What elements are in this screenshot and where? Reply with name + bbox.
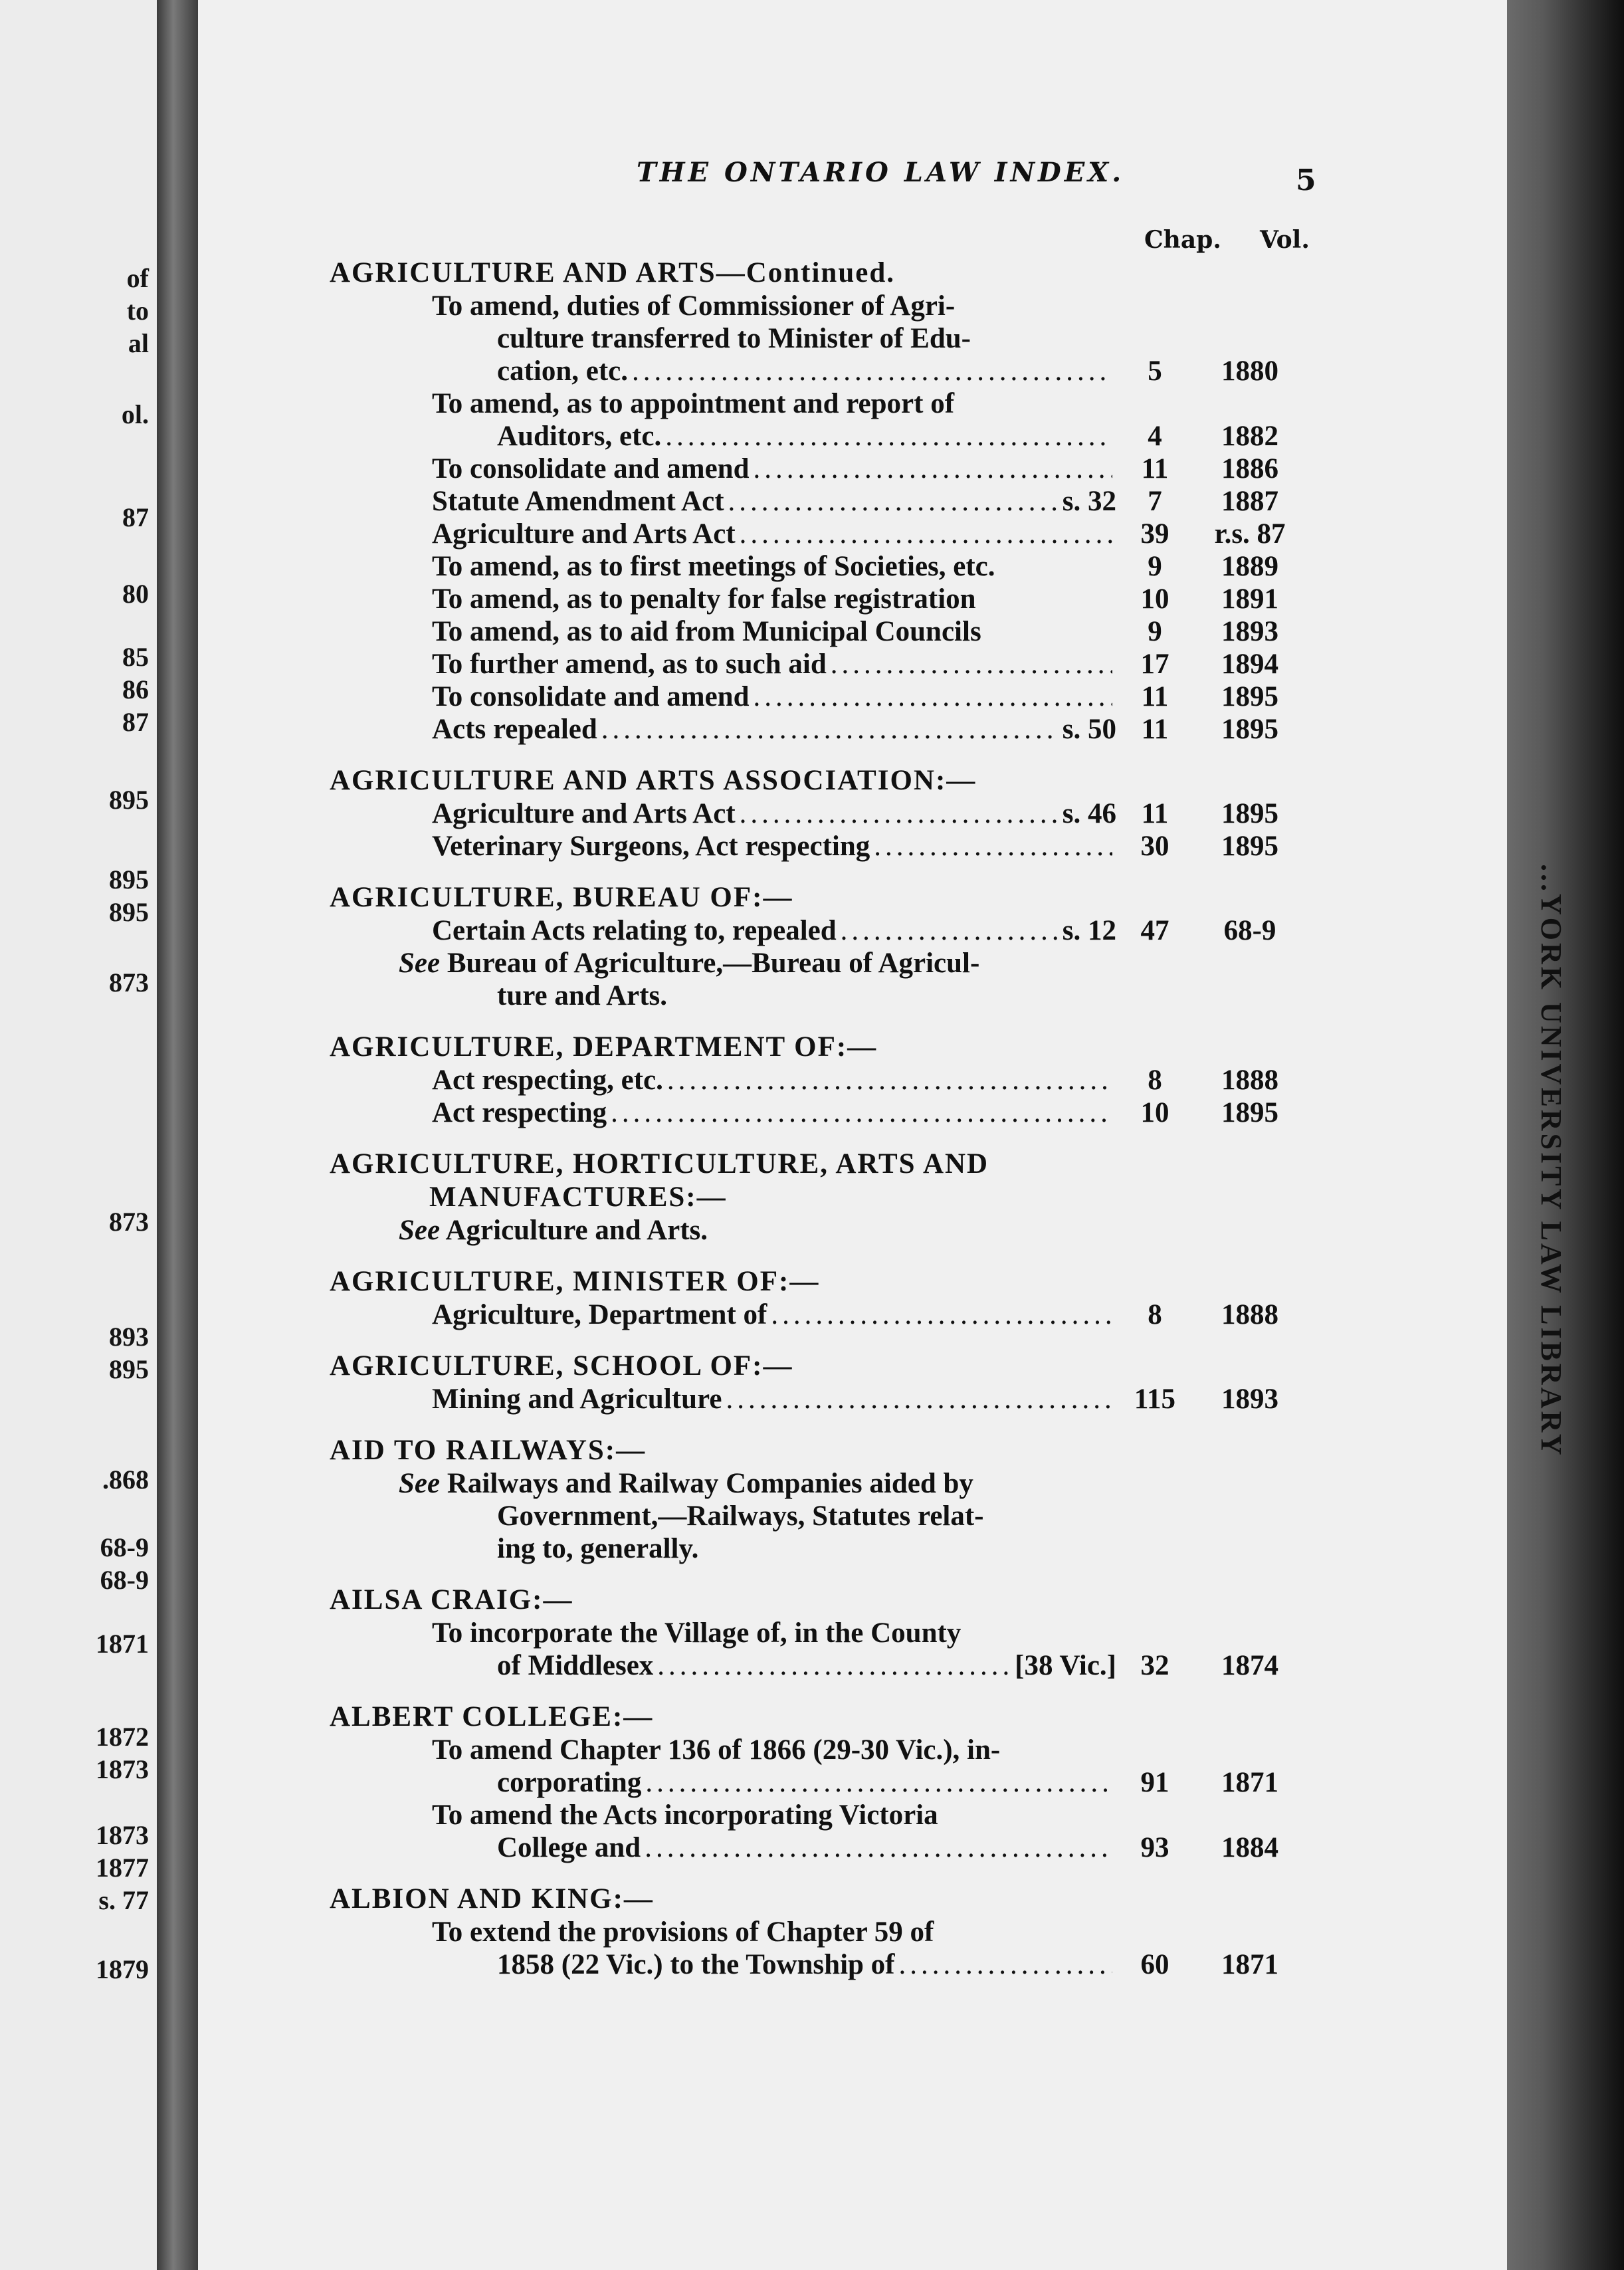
section-heading: AGRICULTURE, DEPARTMENT OF:—	[330, 1031, 878, 1063]
entry-text	[330, 648, 1116, 680]
facing-page-text-fragment: 80	[122, 579, 149, 609]
entry-text	[330, 485, 1116, 518]
library-stamp: ...YORK UNIVERSITY LAW LIBRARY	[1535, 864, 1568, 1458]
facing-page-text-fragment: 1879	[96, 1954, 149, 1984]
volume-year: 1882	[1221, 421, 1278, 452]
index-entry	[330, 290, 1366, 387]
index-entry	[330, 1298, 1366, 1331]
entry-label: To consolidate and amend	[432, 453, 750, 484]
index-section	[330, 257, 1366, 746]
entry-last-line	[330, 830, 1116, 863]
entry-label: Statute Amendment Act	[432, 486, 724, 517]
index-entry	[330, 518, 1366, 550]
index-entry	[330, 550, 1366, 583]
facing-page-text-fragment: al	[128, 328, 149, 358]
index-section	[330, 1883, 1366, 1981]
entry-label: 1858 (22 Vic.) to the Township of	[497, 1949, 895, 1980]
section-reference: s. 12	[1062, 915, 1116, 946]
facing-page-text-fragment: 1873	[96, 1754, 149, 1784]
facing-page-text-fragment: 86	[122, 674, 149, 704]
entry-label: corporating	[497, 1767, 642, 1798]
dot-leader	[665, 420, 1112, 453]
entry-text	[330, 1617, 1116, 1682]
facing-page-text-fragment: 893	[109, 1322, 149, 1352]
chapter-number: 11	[1141, 714, 1169, 745]
volume-year: 1895	[1221, 714, 1278, 745]
chapter-number: 11	[1141, 798, 1169, 829]
index-entry	[330, 453, 1366, 485]
index-section	[330, 1265, 1366, 1331]
entry-label: Agriculture, Department of	[432, 1299, 767, 1330]
index-entry	[330, 914, 1366, 947]
chapter-number: 8	[1148, 1065, 1162, 1096]
index-entry	[330, 1916, 1366, 1981]
facing-page-text-fragment: 68-9	[100, 1565, 149, 1595]
dot-leader	[726, 1383, 1112, 1415]
index-entry	[330, 1617, 1366, 1682]
volume-year: 1874	[1221, 1650, 1278, 1681]
chapter-number: 10	[1140, 1097, 1169, 1128]
section-heading: AGRICULTURE AND ARTS ASSOCIATION:—	[330, 765, 977, 796]
entry-label: To amend, as to aid from Municipal Councils	[432, 616, 981, 647]
entry-last-line	[330, 615, 1116, 648]
facing-page-text-fragment: 68-9	[100, 1532, 149, 1562]
see-word: See	[399, 1215, 441, 1246]
entry-label: College and	[497, 1832, 641, 1863]
dot-leader	[728, 485, 1059, 518]
dot-leader	[740, 518, 1112, 550]
facing-page-text-fragment: 873	[109, 968, 149, 997]
chapter-number: 4	[1148, 421, 1162, 452]
see-word: See	[399, 1468, 441, 1499]
volume-year: 1888	[1221, 1065, 1278, 1096]
entry-text	[330, 615, 1116, 648]
entry-last-line	[330, 453, 1116, 485]
see-target-continued: Government,—Railways, Statutes relat-	[497, 1500, 984, 1532]
dot-leader	[632, 355, 1112, 387]
dot-leader	[754, 680, 1113, 713]
volume-year: 1871	[1221, 1949, 1278, 1980]
entry-text	[330, 1064, 1116, 1096]
facing-page-text-fragment: 895	[109, 897, 149, 927]
index-entry	[330, 1064, 1366, 1096]
index-entry	[330, 1734, 1366, 1799]
entry-text	[330, 518, 1116, 550]
section-heading: AGRICULTURE AND ARTS—Continued.	[330, 257, 896, 288]
see-word: See	[399, 948, 441, 979]
dot-leader	[645, 1766, 1112, 1799]
section-reference: s. 32	[1062, 486, 1116, 517]
section-reference: s. 50	[1062, 714, 1116, 745]
chapter-number: 9	[1148, 551, 1162, 582]
index-entry	[330, 797, 1366, 830]
entry-label: To further amend, as to such aid	[432, 649, 827, 680]
entry-line: To incorporate the Village of, in the County	[432, 1617, 962, 1649]
index-entry	[330, 387, 1366, 453]
index-section	[330, 1434, 1366, 1565]
entry-last-line	[330, 1948, 1116, 1981]
chapter-number: 8	[1148, 1299, 1162, 1330]
entry-text	[330, 1734, 1116, 1799]
facing-page-text-fragment: 1873	[96, 1820, 149, 1850]
volume-year: 1889	[1221, 551, 1278, 582]
entry-text	[330, 914, 1116, 947]
entry-label: Act respecting	[432, 1097, 607, 1128]
see-reference	[330, 1214, 1366, 1247]
chapter-number: 11	[1141, 681, 1169, 712]
entry-label: Act respecting, etc.	[432, 1065, 663, 1096]
entry-label: To amend, as to penalty for false registration	[432, 583, 976, 615]
entry-last-line	[330, 355, 1116, 387]
entry-label: Veterinary Surgeons, Act respecting	[432, 831, 870, 862]
index-entries	[330, 257, 1366, 1981]
dot-leader	[740, 797, 1059, 830]
entry-label: To consolidate and amend	[432, 681, 750, 712]
index-entry	[330, 1383, 1366, 1415]
index-entry	[330, 713, 1366, 746]
entry-last-line	[330, 680, 1116, 713]
facing-page-text-fragment: 895	[109, 785, 149, 815]
index-entry	[330, 830, 1366, 863]
entry-text	[330, 550, 1116, 583]
book-gutter	[157, 0, 198, 2270]
entry-label: Agriculture and Arts Act	[432, 798, 736, 829]
chapter-number: 60	[1140, 1949, 1169, 1980]
chapter-number: 30	[1140, 831, 1169, 862]
entry-last-line	[330, 485, 1116, 518]
entry-label: Mining and Agriculture	[432, 1384, 722, 1415]
entry-text	[330, 453, 1116, 485]
index-section	[330, 1350, 1366, 1415]
see-target: Bureau of Agriculture,—Bureau of Agricul-	[447, 948, 980, 979]
vol-column-header: Vol.	[1260, 226, 1310, 254]
facing-page-text-fragment: .868	[102, 1465, 149, 1495]
facing-page-text-fragment: 1872	[96, 1722, 149, 1752]
chapter-number: 39	[1140, 518, 1169, 550]
dot-leader	[831, 648, 1112, 680]
entry-line: To amend Chapter 136 of 1866 (29-30 Vic.), in-	[432, 1734, 1001, 1766]
entry-last-line	[330, 1649, 1116, 1682]
facing-page-text-fragment: 87	[122, 502, 149, 532]
facing-page-text-fragment: 1877	[96, 1853, 149, 1883]
facing-page-text-fragment: 895	[109, 865, 149, 894]
running-head: THE ONTARIO LAW INDEX.	[637, 157, 1125, 188]
volume-year: 1895	[1221, 831, 1278, 862]
dot-leader	[754, 453, 1113, 485]
entry-text	[330, 387, 1116, 453]
entry-line: To amend, duties of Commissioner of Agri-	[432, 290, 956, 322]
index-entry	[330, 583, 1366, 615]
dot-leader	[841, 914, 1059, 947]
chapter-number: 5	[1148, 356, 1162, 387]
index-section	[330, 881, 1366, 1012]
facing-page-fragment	[0, 0, 157, 2270]
index-section	[330, 1584, 1366, 1682]
index-section	[330, 764, 1366, 863]
entry-label: cation, etc.	[497, 356, 629, 387]
chapter-number: 17	[1140, 649, 1169, 680]
entry-label: To amend, as to first meetings of Societies, etc.	[432, 551, 995, 582]
section-heading: AGRICULTURE, MINISTER OF:—	[330, 1266, 820, 1297]
chapter-number: 11	[1141, 453, 1169, 484]
entry-text	[330, 680, 1116, 713]
chapter-number: 93	[1140, 1832, 1169, 1863]
entry-last-line	[330, 1298, 1116, 1331]
index-entry	[330, 1799, 1366, 1864]
volume-year: 68-9	[1223, 915, 1276, 946]
volume-year: 1880	[1221, 356, 1278, 387]
section-heading: ALBERT COLLEGE:—	[330, 1701, 654, 1732]
dot-leader	[874, 830, 1112, 863]
volume-year: 1895	[1221, 681, 1278, 712]
dot-leader	[667, 1064, 1112, 1096]
entry-last-line	[330, 648, 1116, 680]
entry-label: Acts repealed	[432, 714, 597, 745]
entry-text	[330, 1298, 1116, 1331]
volume-year: 1888	[1221, 1299, 1278, 1330]
see-target: Agriculture and Arts.	[445, 1215, 708, 1246]
volume-year: 1895	[1221, 1097, 1278, 1128]
index-entry	[330, 615, 1366, 648]
entry-label: Certain Acts relating to, repealed	[432, 915, 837, 946]
facing-page-text-fragment: 1871	[96, 1629, 149, 1659]
facing-page-text-fragment: of	[126, 263, 149, 293]
see-target-continued: ing to, generally.	[497, 1533, 699, 1564]
index-section	[330, 1148, 1366, 1247]
see-target: Railways and Railway Companies aided by	[447, 1468, 973, 1499]
entry-last-line	[330, 420, 1116, 453]
entry-line: culture transferred to Minister of Edu-	[497, 323, 971, 354]
chapter-number: 10	[1140, 583, 1169, 615]
entry-text	[330, 797, 1116, 830]
entry-last-line	[330, 550, 1116, 583]
index-entry	[330, 485, 1366, 518]
entry-last-line	[330, 713, 1116, 746]
chapter-number: 115	[1134, 1384, 1176, 1415]
chapter-number: 7	[1148, 486, 1162, 517]
index-section	[330, 1031, 1366, 1129]
volume-year: 1894	[1221, 649, 1278, 680]
section-reference: [38 Vic.]	[1015, 1650, 1116, 1681]
entry-text	[330, 1799, 1116, 1864]
facing-page-text-fragment: 85	[122, 642, 149, 672]
facing-page-text-fragment: 895	[109, 1354, 149, 1384]
section-heading: AGRICULTURE, SCHOOL OF:—	[330, 1350, 793, 1382]
volume-year: 1893	[1221, 616, 1278, 647]
facing-page-text-fragment: s. 77	[98, 1885, 149, 1915]
entry-text	[330, 1916, 1116, 1981]
dot-leader	[645, 1831, 1112, 1864]
dot-leader	[611, 1096, 1112, 1129]
entry-text	[330, 830, 1116, 863]
volume-year: 1887	[1221, 486, 1278, 517]
facing-page-text-fragment: to	[126, 296, 149, 326]
page-number: 5	[1296, 163, 1316, 197]
dot-leader	[899, 1948, 1113, 1981]
entry-line: To extend the provisions of Chapter 59 of	[432, 1916, 934, 1948]
volume-year: r.s. 87	[1214, 518, 1286, 550]
volume-year: 1891	[1221, 583, 1278, 615]
entry-text	[330, 1383, 1116, 1415]
entry-label: Auditors, etc.	[497, 421, 662, 452]
see-reference	[330, 947, 1366, 980]
entry-line: To amend the Acts incorporating Victoria	[432, 1800, 938, 1831]
index-entry	[330, 1096, 1366, 1129]
volume-year: 1886	[1221, 453, 1278, 484]
section-heading: AID TO RAILWAYS:—	[330, 1435, 647, 1466]
chapter-number: 9	[1148, 616, 1162, 647]
entry-last-line	[330, 1096, 1116, 1129]
entry-last-line	[330, 1766, 1116, 1799]
see-target-continued: ture and Arts.	[497, 980, 668, 1011]
dot-leader	[601, 713, 1059, 746]
section-heading-continued: MANUFACTURES:—	[429, 1182, 727, 1213]
entry-text	[330, 583, 1116, 615]
volume-year: 1893	[1221, 1384, 1278, 1415]
entry-last-line	[330, 583, 1116, 615]
facing-page-text-fragment: ol.	[121, 399, 149, 429]
chapter-number: 32	[1140, 1650, 1169, 1681]
entry-line: To amend, as to appointment and report of	[432, 388, 955, 419]
dot-leader	[657, 1649, 1011, 1682]
entry-text	[330, 713, 1116, 746]
volume-year: 1895	[1221, 798, 1278, 829]
index-section	[330, 1701, 1366, 1864]
entry-last-line	[330, 518, 1116, 550]
section-reference: s. 46	[1062, 798, 1116, 829]
chap-column-header: Chap.	[1144, 226, 1221, 254]
see-reference	[330, 1467, 1366, 1500]
volume-year: 1884	[1221, 1832, 1278, 1863]
section-heading: AGRICULTURE, HORTICULTURE, ARTS AND	[330, 1148, 989, 1180]
entry-last-line	[330, 1383, 1116, 1415]
entry-text	[330, 290, 1116, 387]
entry-label: Agriculture and Arts Act	[432, 518, 736, 550]
entry-label: of Middlesex	[497, 1650, 654, 1681]
index-entry	[330, 648, 1366, 680]
section-heading: ALBION AND KING:—	[330, 1883, 654, 1914]
chapter-number: 91	[1140, 1767, 1169, 1798]
index-entry	[330, 680, 1366, 713]
entry-text	[330, 1096, 1116, 1129]
entry-last-line	[330, 914, 1116, 947]
volume-year: 1871	[1221, 1767, 1278, 1798]
section-heading: AGRICULTURE, BUREAU OF:—	[330, 882, 793, 913]
facing-page-text-fragment: 87	[122, 707, 149, 737]
dot-leader	[771, 1298, 1112, 1331]
entry-last-line	[330, 1831, 1116, 1864]
section-heading: AILSA CRAIG:—	[330, 1584, 573, 1615]
entry-last-line	[330, 1064, 1116, 1096]
chapter-number: 47	[1140, 915, 1169, 946]
facing-page-text-fragment: 873	[109, 1207, 149, 1237]
entry-last-line	[330, 797, 1116, 830]
